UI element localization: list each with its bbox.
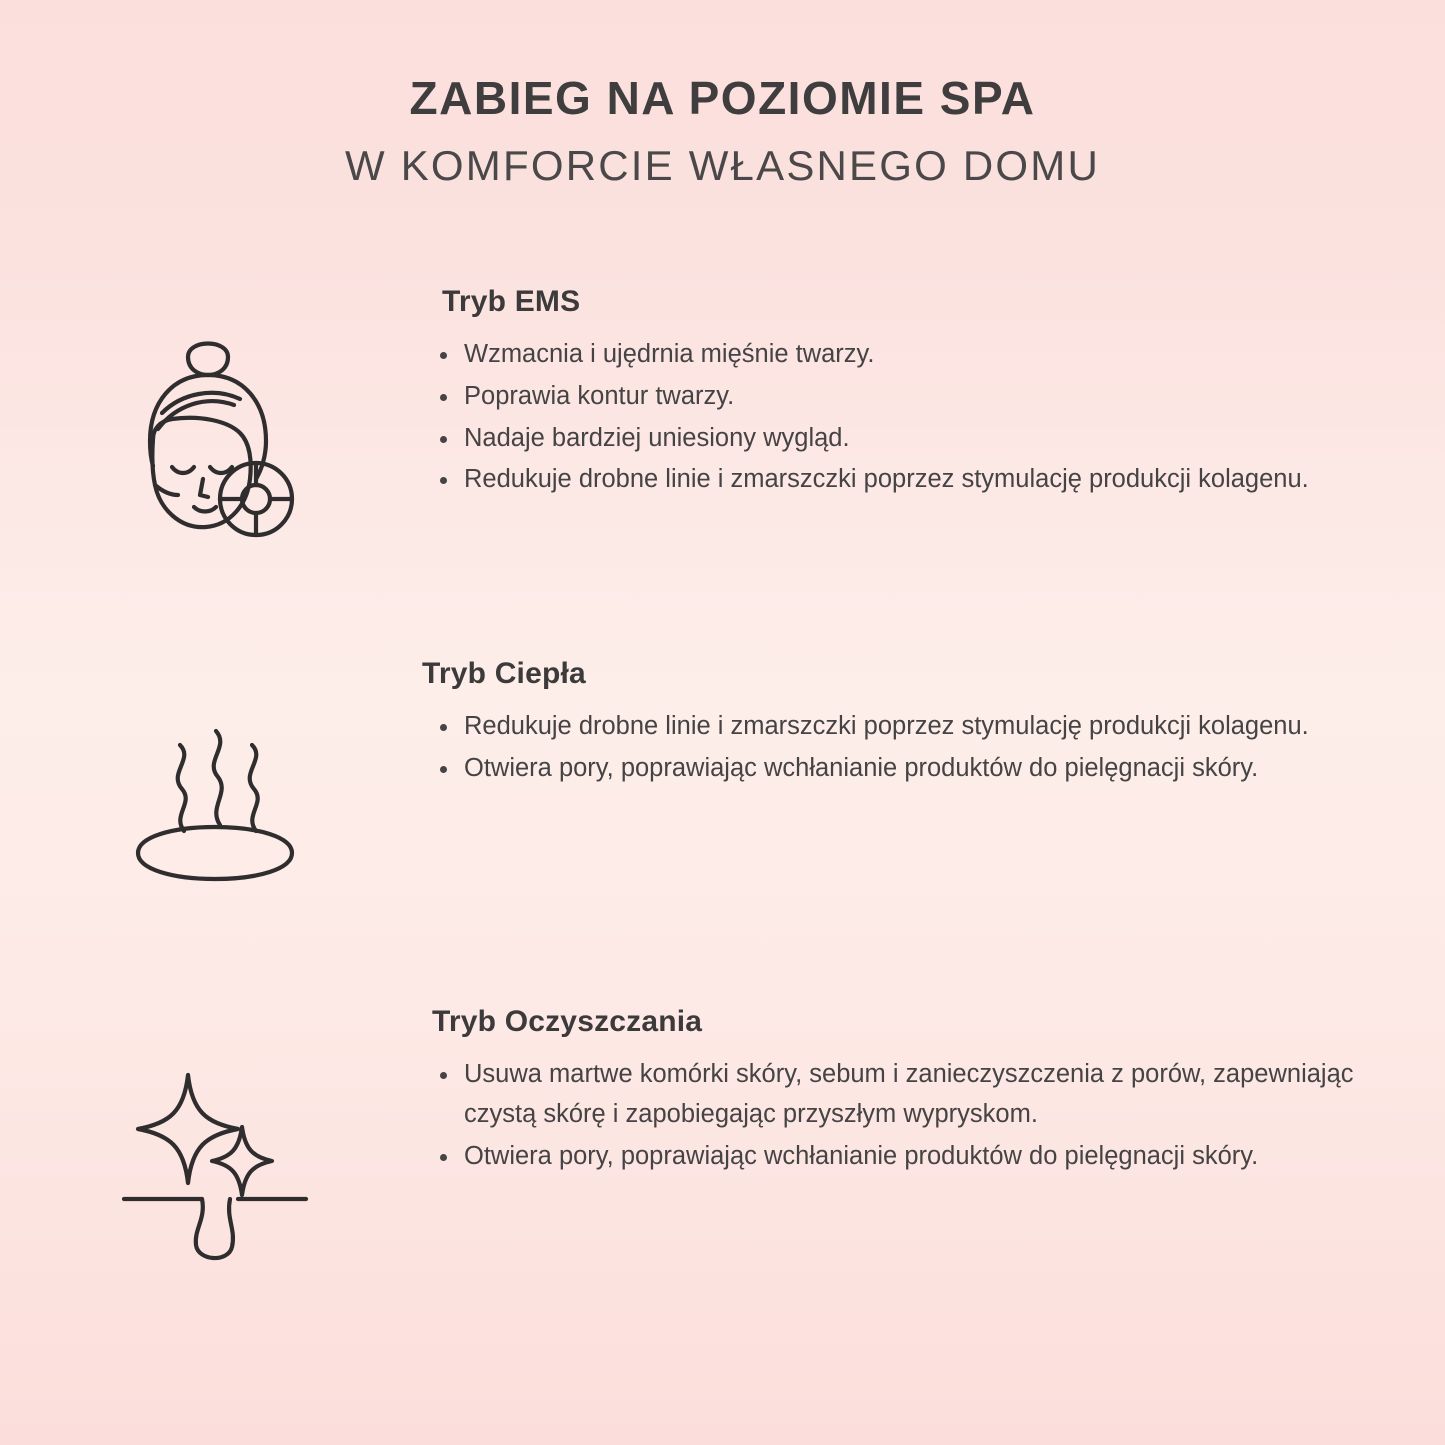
list-item: Poprawia kontur twarzy. <box>430 377 1390 417</box>
section-ems-bullet-list <box>430 335 1390 499</box>
list-item: Wzmacnia i ujędrnia mięśnie twarzy. <box>430 335 1390 375</box>
woman-face-with-device-icon <box>110 309 320 559</box>
section-cleansing-text <box>430 1005 1445 1178</box>
list-item: Nadaje bardziej uniesiony wygląd. <box>430 419 1390 459</box>
section-cleansing-title: Tryb Oczyszczania <box>432 1005 703 1039</box>
section-cleansing <box>0 1005 1445 1267</box>
header <box>0 0 1445 193</box>
feature-sections <box>0 285 1445 1267</box>
section-ems-text <box>430 285 1445 501</box>
section-heat-icon-wrap <box>0 657 430 905</box>
section-cleansing-icon-wrap <box>0 1005 430 1267</box>
list-item: Usuwa martwe komórki skóry, sebum i zanieczyszczenia z porów, zapewniając czystą skórę i zapobiegając przyszłym wypryskom. <box>430 1055 1390 1134</box>
section-ems-title: Tryb EMS <box>442 285 581 319</box>
section-heat-text <box>422 657 1445 790</box>
page-subtitle: W KOMFORCIE WŁASNEGO DOMU <box>344 141 1100 189</box>
section-ems <box>0 285 1445 559</box>
section-heat <box>0 657 1445 905</box>
section-heat-title: Tryb Ciepła <box>422 657 586 691</box>
section-heat-bullet-list <box>430 707 1390 788</box>
section-ems-icon-wrap <box>0 285 430 559</box>
list-item: Redukuje drobne linie i zmarszczki poprzez stymulację produkcji kolagenu. <box>430 460 1390 500</box>
list-item: Otwiera pory, poprawiając wchłanianie produktów do pielęgnacji skóry. <box>430 1137 1390 1177</box>
pore-cleansing-sparkle-icon <box>110 1067 320 1267</box>
list-item: Redukuje drobne linie i zmarszczki poprzez stymulację produkcji kolagenu. <box>430 707 1390 747</box>
list-item: Otwiera pory, poprawiając wchłanianie produktów do pielęgnacji skóry. <box>430 749 1390 789</box>
heat-steam-icon <box>110 715 320 905</box>
section-cleansing-bullet-list <box>430 1055 1390 1176</box>
page-title: ZABIEG NA POZIOMIE SPA <box>409 72 1036 124</box>
